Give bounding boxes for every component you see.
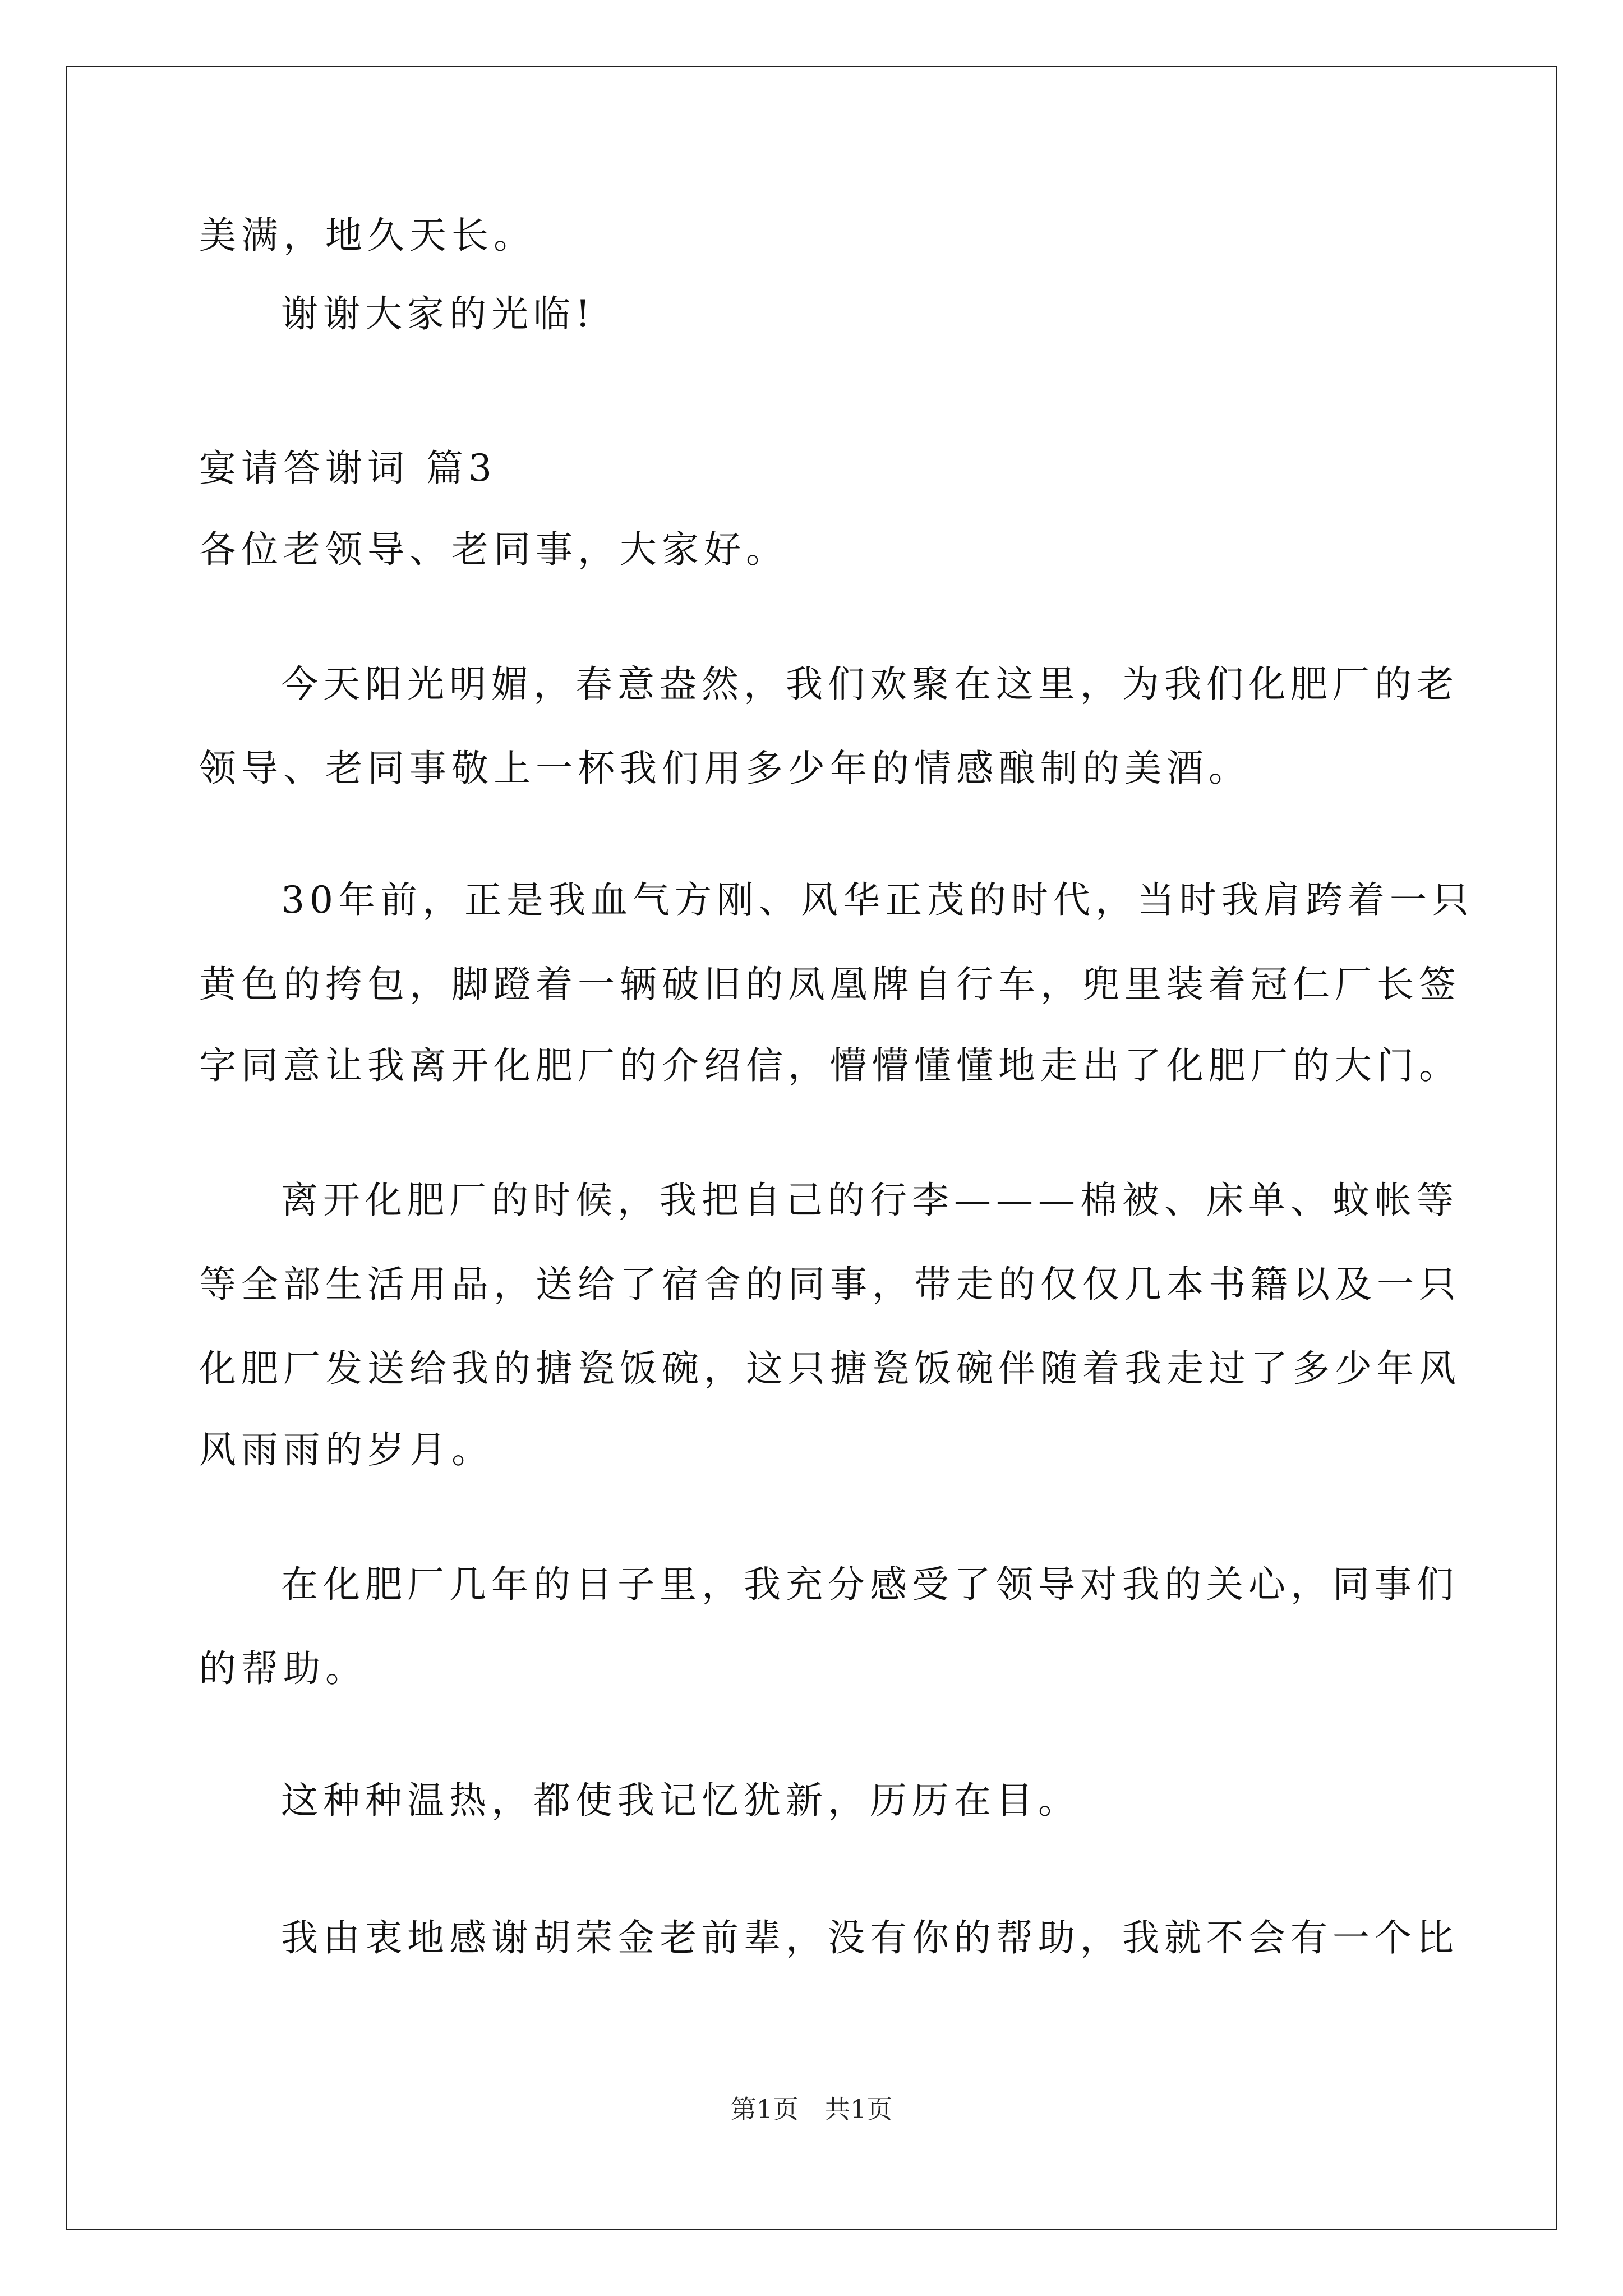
text-line: 美满，地久天长。 — [199, 214, 536, 257]
text-line: 领导、老同事敬上一杯我们用多少年的情感酿制的美酒。 — [199, 747, 1251, 790]
page-frame — [66, 66, 1557, 2230]
text-line: 30年前，正是我血气方刚、风华正茂的时代，当时我肩跨着一只 — [281, 878, 1474, 922]
text-line: 等全部生活用品，送给了宿舍的同事，带走的仅仅几本书籍以及一只 — [199, 1263, 1461, 1306]
text-line: 各位老领导、老同事，大家好。 — [199, 528, 788, 571]
text-line: 谢谢大家的光临! — [281, 292, 596, 335]
text-line: 的帮助。 — [199, 1647, 367, 1690]
text-line: 这种种温热，都使我记忆犹新，历历在目。 — [281, 1779, 1080, 1822]
section-heading: 宴请答谢词 篇3 — [199, 447, 497, 490]
text-line: 在化肥厂几年的日子里，我充分感受了领导对我的关心，同事们 — [281, 1563, 1459, 1606]
text-line: 化肥厂发送给我的搪瓷饭碗，这只搪瓷饭碗伴随着我走过了多少年风 — [199, 1347, 1461, 1390]
text-line: 我由衷地感谢胡荣金老前辈，没有你的帮助，我就不会有一个比 — [281, 1916, 1459, 1959]
text-line: 离开化肥厂的时候，我把自己的行李———棉被、床单、蚊帐等 — [281, 1179, 1459, 1222]
text-line: 黄色的挎包，脚蹬着一辆破旧的凤凰牌自行车，兜里装着冠仁厂长签 — [199, 963, 1461, 1006]
text-line: 风雨雨的岁月。 — [199, 1428, 494, 1471]
text-line: 字同意让我离开化肥厂的介绍信，懵懵懂懂地走出了化肥厂的大门。 — [199, 1044, 1461, 1087]
page-footer: 第1页 共1页 — [730, 2094, 893, 2124]
text-line: 今天阳光明媚，春意盎然，我们欢聚在这里，为我们化肥厂的老 — [281, 662, 1459, 706]
